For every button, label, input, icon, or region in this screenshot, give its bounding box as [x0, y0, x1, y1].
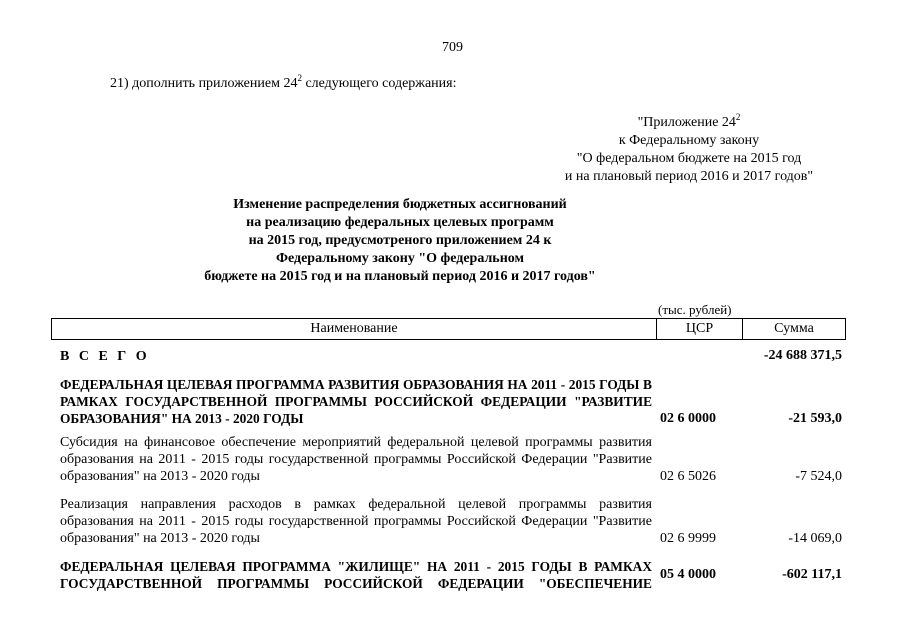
table-header: [51, 318, 846, 340]
row-amount: -14 069,0: [788, 531, 842, 546]
row-name: Реализация направления расходов в рамках федеральной целевой программы развития образования на 2011 - 2015 годы государственной программы Российской Федерации "Развитие образования" на 2013 - 2020 годы: [60, 497, 652, 546]
row-name: Субсидия на финансовое обеспечение мероприятий федеральной целевой программы развития образования на 2011 - 2015 годы государственной программы Российской Федерации "Развитие образования" на 2013 - 2020 годы: [60, 435, 652, 484]
title-line: на 2015 год, предусмотреного приложением 24 к: [248, 233, 552, 248]
row-name: ФЕДЕРАЛЬНАЯ ЦЕЛЕВАЯ ПРОГРАММА "ЖИЛИЩЕ" НА 2011 - 2015 ГОДЫ В РАМКАХ ГОСУДАРСТВЕННОЙ ПРОГРАММЫ РОССИЙСКОЙ ФЕДЕРАЦИИ "ОБЕСПЕЧЕНИЕ: [60, 559, 652, 591]
total-row: [60, 348, 842, 365]
title-line: на реализацию федеральных целевых программ: [246, 215, 554, 230]
annex-line-3: "О федеральном бюджете на 2015 год: [576, 151, 802, 166]
header-sum: Сумма: [774, 321, 814, 336]
annex-line-4: и на плановый период 2016 и 2017 годов": [564, 169, 814, 184]
header-csr: ЦСР: [657, 319, 743, 339]
total-amount: -24 688 371,5: [763, 348, 842, 363]
units-label: (тыс. рублей): [658, 302, 732, 317]
row-amount: -7 524,0: [795, 469, 842, 484]
row-csr: 02 6 9999: [660, 531, 716, 546]
annex-line-1: "Приложение $24^2$: [637, 112, 741, 130]
total-label: В С Е Г О: [60, 349, 150, 364]
row-amount: -21 593,0: [788, 411, 842, 426]
table-row: [60, 376, 842, 427]
header-name: Наименование: [52, 319, 657, 339]
page-number: 709: [442, 40, 463, 55]
annex-line-2: к Федеральному закону: [618, 133, 760, 148]
table-row: [60, 496, 842, 547]
title-line: бюджете на 2015 год и на плановый период 2016 и 2017 годов": [204, 269, 596, 284]
row-name: ФЕДЕРАЛЬНАЯ ЦЕЛЕВАЯ ПРОГРАММА РАЗВИТИЯ ОБРАЗОВАНИЯ НА 2011 - 2015 ГОДЫ В РАМКАХ ГОСУДАРСТВЕННОЙ ПРОГРАММЫ РОССИЙСКОЙ ФЕДЕРАЦИИ "РАЗВИТИЕ ОБРАЗОВАНИЯ" НА 2013 - 2020 ГОДЫ: [60, 377, 652, 426]
total-csr: [652, 348, 742, 365]
row-csr: 02 6 5026: [660, 469, 716, 484]
row-amount: -602 117,1: [782, 567, 842, 582]
annex-header: [520, 114, 858, 186]
document-title: [170, 196, 630, 286]
title-line: Изменение распределения бюджетных ассигнований: [233, 197, 567, 212]
table-row: [60, 558, 842, 592]
row-csr: 05 4 0000: [660, 567, 716, 582]
title-line: Федеральному закону "О федеральном: [275, 251, 525, 266]
row-csr: 02 6 0000: [660, 411, 716, 426]
table-row: [60, 434, 842, 485]
amendment-text: 21) дополнить приложением $24^2$ следующего содержания:: [110, 73, 457, 91]
